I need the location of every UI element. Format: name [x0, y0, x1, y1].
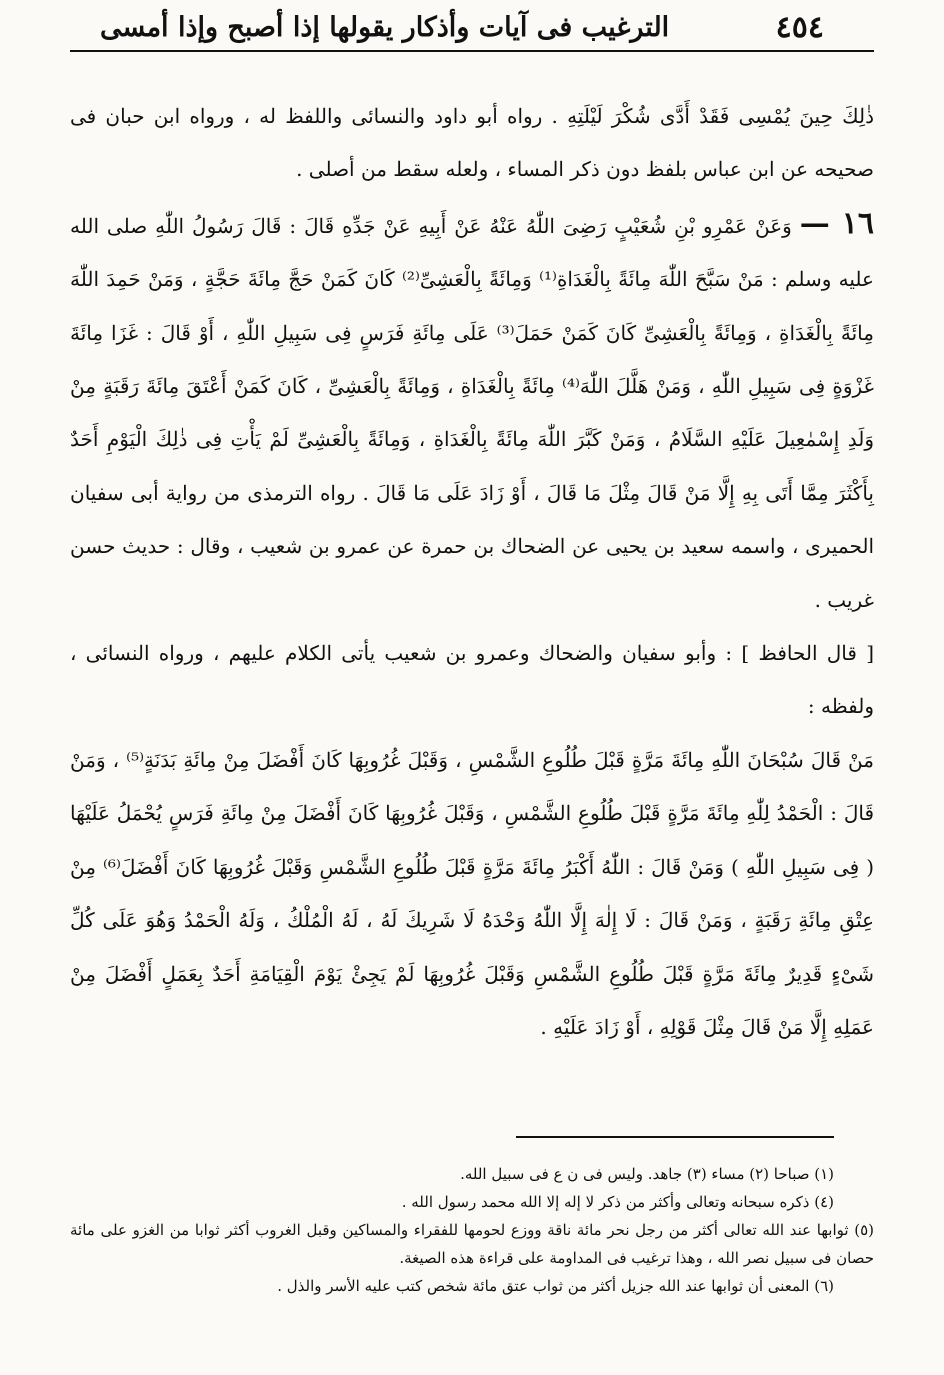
page-header — [70, 10, 874, 52]
hafiz-note: [ قال الحافظ ] : وأبو سفيان والضحاك وعمرو بن شعيب يأتى الكلام عليهم ، ورواه النسائى ، ولفظه : — [70, 641, 874, 719]
hadith-number: ١٦ — — [799, 205, 874, 241]
nasai-narration: مَنْ قَالَ سُبْحَانَ اللّٰهِ مِائَةَ مَرَّةٍ قَبْلَ طُلُوعِ الشَّمْسِ ، وَقَبْلَ غُرُوبِهَا كَانَ أَفْضَلَ مِنْ مِائَةِ بَدَنَةٍ⁽⁵⁾ ، وَمَنْ قَالَ : الْحَمْدُ لِلّٰهِ مِائَةَ مَرَّةٍ قَبْلَ طُلُوعِ الشَّمْسِ ، وَقَبْلَ غُرُوبِهَا كَانَ أَفْضَلَ مِنْ مِائَةِ فَرَسٍ يُحْمَلُ عَلَيْهَا ( فِى سَبِيلِ اللّٰهِ ) وَمَنْ قَالَ : اللّٰهُ أَكْبَرُ مِائَةَ مَرَّةٍ قَبْلَ طُلُوعِ الشَّمْسِ وَقَبْلَ غُرُوبِهَا كَانَ أَفْضَلَ⁽⁶⁾ مِنْ عِتْقِ مِائَةِ رَقَبَةٍ ، وَمَنْ قَالَ : لَا إِلٰهَ إِلَّا اللّٰهُ وَحْدَهُ لَا شَرِيكَ لَهُ ، لَهُ الْمُلْكُ ، وَلَهُ الْحَمْدُ وَهُوَ عَلَى كُلِّ شَىْءٍ قَدِيرٌ مِائَةَ مَرَّةٍ قَبْلَ طُلُوعِ الشَّمْسِ وَقَبْلَ غُرُوبِهَا لَمْ يَجِئْ يَوْمَ الْقِيَامَةِ أَحَدٌ بِعَمَلٍ أَفْضَلَ مِنْ عَمَلِهِ إِلَّا مَنْ قَالَ مِثْلَ قَوْلِهِ ، أَوْ زَادَ عَلَيْهِ . — [70, 747, 874, 1039]
page-number: ٤٥٤ — [775, 9, 824, 45]
footnote-5: (٥) ثوابها عند الله تعالى أكثر من رجل نحر مائة ناقة ووزع لحومها للفقراء والمساكين وقبل الغروب أكثر ثوابا من الغزو على مائة حصان فى سبيل نصر الله ، وهذا ترغيب فى المداومة على قراءة هذه الصيغة. — [70, 1221, 874, 1267]
main-text — [70, 90, 874, 1054]
running-title: الترغيب فى آيات وأذكار يقولها إذا أصبح وإذا أمسى — [100, 11, 670, 43]
footnote-4: (٤) ذكره سبحانه وتعالى وأكثر من ذكر لا إله إلا الله محمد رسول الله . — [401, 1193, 834, 1211]
continuation-paragraph: ذٰلِكَ حِينَ يُمْسِى فَقَدْ أَدَّى شُكْرَ لَيْلَتِهِ . رواه أبو داود والنسائى واللفظ له ، ورواه ابن حبان فى صحيحه عن ابن عباس بلفظ دون ذكر المساء ، ولعله سقط من أصلى . — [70, 104, 875, 182]
footnote-separator — [516, 1136, 834, 1138]
footnotes — [70, 1160, 874, 1300]
hadith-text: وَعَنْ عَمْرِو بْنِ شُعَيْبٍ رَضِىَ اللّٰهُ عَنْهُ عَنْ أَبِيهِ عَنْ جَدِّهِ قَالَ : قَالَ رَسُولُ اللّٰهِ صلى الله عليه وسلم : مَنْ سَبَّحَ اللّٰهَ مِائَةً بِالْغَدَاةِ⁽¹⁾ وَمِائَةً بِالْعَشِىِّ⁽²⁾ كَانَ كَمَنْ حَجَّ مِائَةَ حَجَّةٍ ، وَمَنْ حَمِدَ اللّٰهَ مِائَةً بِالْغَدَاةِ ، وَمِائَةً بِالْعَشِىِّ كَانَ كَمَنْ حَمَلَ⁽³⁾ عَلَى مِائَةِ فَرَسٍ فِى سَبِيلِ اللّٰهِ ، أَوْ قَالَ : غَزَا مِائَةَ غَزْوَةٍ فِى سَبِيلِ اللّٰهِ ، وَمَنْ هَلَّلَ اللّٰهَ⁽⁴⁾ مِائَةً بِالْغَدَاةِ ، وَمِائَةً بِالْعَشِىِّ ، كَانَ كَمَنْ أَعْتَقَ مِائَةَ رَقَبَةٍ مِنْ وَلَدِ إِسْمٰعِيلَ عَلَيْهِ السَّلَامُ ، وَمَنْ كَبَّرَ اللّٰهَ مِائَةً بِالْغَدَاةِ ، وَمِائَةً بِالْعَشِىِّ لَمْ يَأْتِ فِى ذٰلِكَ الْيَوْمِ أَحَدٌ بِأَكْثَرَ مِمَّا أَتَى بِهِ إِلَّا مَنْ قَالَ مِثْلَ مَا قَالَ ، أَوْ زَادَ عَلَى مَا قَالَ . رواه الترمذى من رواية أبى سفيان الحميرى ، واسمه سعيد بن يحيى عن الضحاك بن حمرة عن عمرو بن شعيب ، وقال : حديث حسن غريب . — [70, 213, 874, 612]
footnote-6: (٦) المعنى أن ثوابها عند الله جزيل أكثر من ثواب عتق مائة شخص كتب عليه الأسر والذل . — [277, 1277, 834, 1295]
hadith-paragraph — [70, 197, 874, 627]
footnote-1-3: (١) صباحا (٢) مساء (٣) جاهد. وليس فى ن ع فى سبيل الله. — [460, 1165, 834, 1183]
